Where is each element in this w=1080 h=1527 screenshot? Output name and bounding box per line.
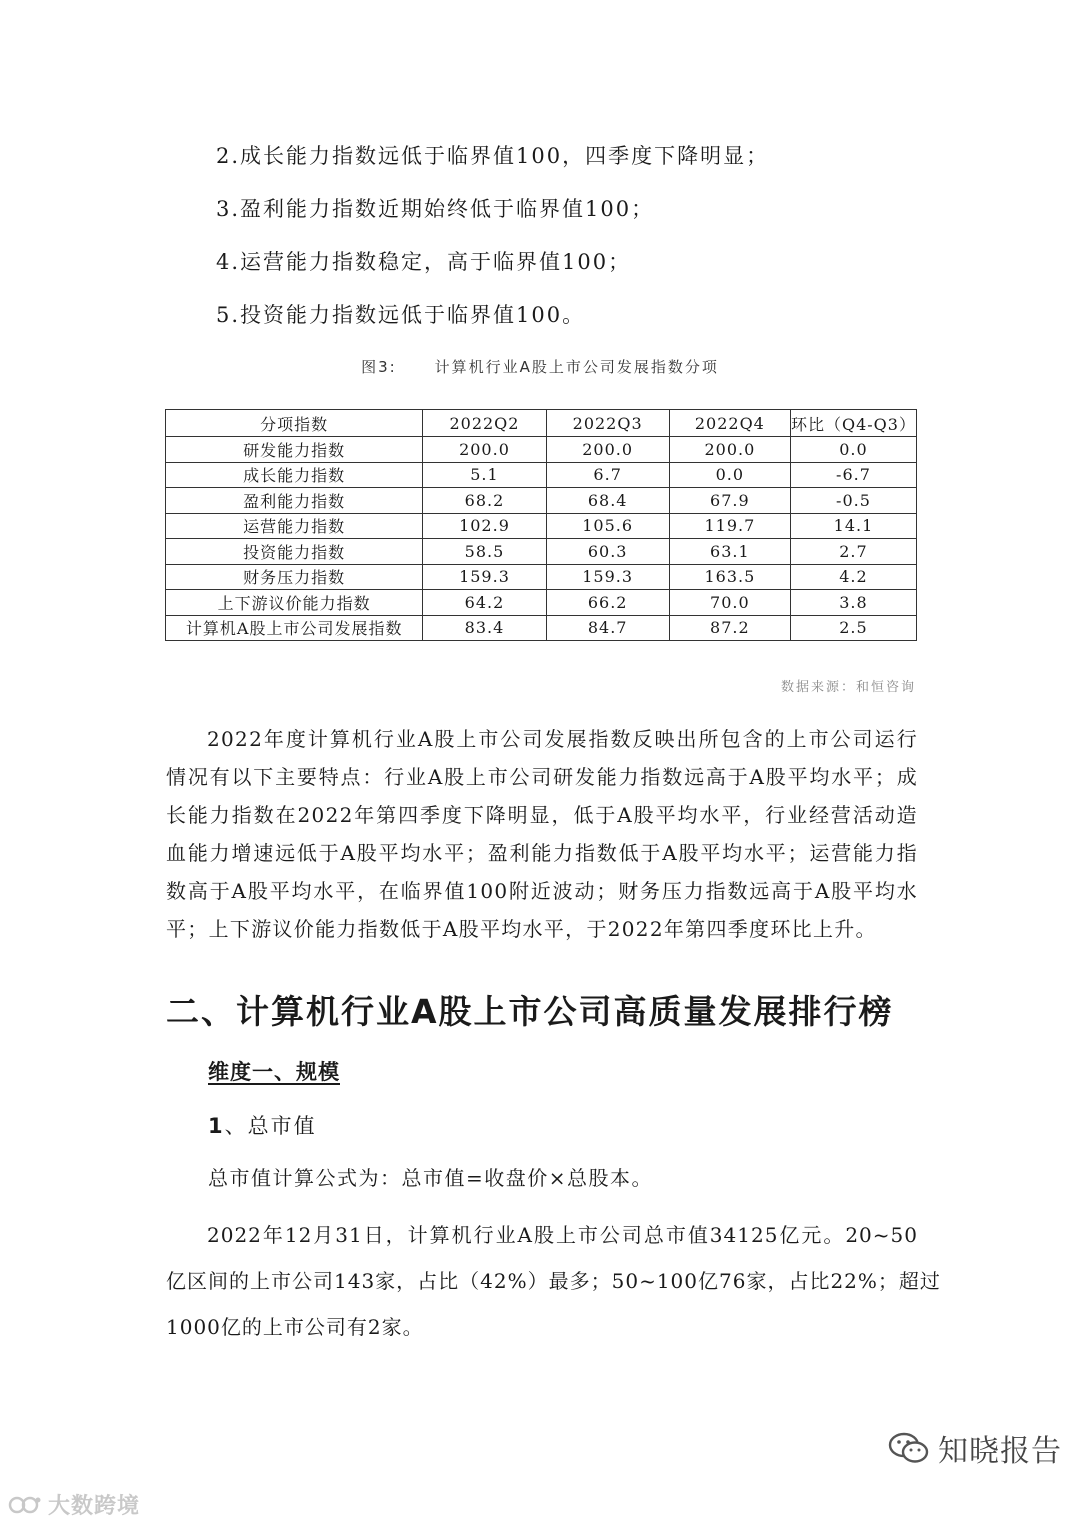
watermark-left-text: 大数跨境	[48, 1494, 141, 1519]
table-cell: 68.2	[423, 488, 546, 514]
table-cell: 83.4	[423, 615, 546, 641]
table-cell: 运营能力指数	[166, 513, 423, 539]
table-cell: 3.8	[790, 590, 916, 616]
brand-logo-icon	[8, 1494, 42, 1516]
table-cell: 14.1	[790, 513, 916, 539]
table-cell: 64.2	[423, 590, 546, 616]
paragraph-line: 平；上下游议价能力指数低于A股平均水平，于2022年第四季度环比上升。	[166, 917, 877, 941]
figure-title: 计算机行业A股上市公司发展指数分项	[434, 358, 719, 376]
paragraph-line: 数高于A股平均水平，在临界值100附近波动；财务压力指数远高于A股平均水	[166, 879, 918, 903]
figure-label: 图3:	[361, 358, 397, 376]
sub-heading-number: 1	[208, 1114, 225, 1138]
table-cell: 0.0	[790, 437, 916, 463]
wechat-icon	[888, 1431, 930, 1465]
market-cap-paragraph	[166, 1212, 941, 1350]
paragraph-line: 情况有以下主要特点：行业A股上市公司研发能力指数远高于A股平均水平；成	[166, 765, 918, 789]
table-cell: 102.9	[423, 513, 546, 539]
list-item: 5.投资能力指数远低于临界值100。	[216, 303, 586, 327]
table-row	[166, 488, 917, 514]
table-cell: 5.1	[423, 462, 546, 488]
table-cell: 63.1	[669, 539, 790, 565]
table-cell: 2.5	[790, 615, 916, 641]
table-cell: 0.0	[669, 462, 790, 488]
list-item: 3.盈利能力指数近期始终低于临界值100；	[216, 197, 655, 221]
table-cell: 105.6	[546, 513, 669, 539]
header-cell: 分项指数	[166, 410, 423, 437]
table-cell: -0.5	[790, 488, 916, 514]
table-header-row	[166, 410, 917, 437]
paragraph-line: 亿区间的上市公司143家，占比（42%）最多；50~100亿76家，占比22%；超过	[166, 1269, 941, 1293]
dimension-heading: 维度一、规模	[208, 1060, 340, 1084]
table-row	[166, 564, 917, 590]
paragraph-line: 血能力增速远低于A股平均水平；盈利能力指数低于A股平均水平；运营能力指	[166, 841, 918, 865]
watermark-right	[888, 1426, 1062, 1470]
table-cell: 67.9	[669, 488, 790, 514]
header-cell: 2022Q3	[546, 410, 669, 437]
summary-paragraph	[166, 720, 918, 948]
list-item: 2.成长能力指数远低于临界值100，四季度下降明显；	[216, 144, 770, 168]
table-row	[166, 437, 917, 463]
data-source-note: 数据来源：和恒咨询	[780, 680, 916, 695]
table-cell: 159.3	[546, 564, 669, 590]
header-cell: 2022Q4	[669, 410, 790, 437]
table-cell: -6.7	[790, 462, 916, 488]
table-cell: 60.3	[546, 539, 669, 565]
table-cell: 159.3	[423, 564, 546, 590]
figure-caption	[0, 356, 1080, 377]
index-table	[165, 409, 917, 641]
watermark-left	[8, 1489, 140, 1520]
table-cell: 119.7	[669, 513, 790, 539]
paragraph-line: 2022年度计算机行业A股上市公司发展指数反映出所包含的上市公司运行	[207, 727, 918, 751]
table-cell: 盈利能力指数	[166, 488, 423, 514]
table-cell: 70.0	[669, 590, 790, 616]
table-row	[166, 513, 917, 539]
paragraph-line: 2022年12月31日，计算机行业A股上市公司总市值34125亿元。20~50	[207, 1223, 918, 1247]
table-row	[166, 590, 917, 616]
table-cell: 成长能力指数	[166, 462, 423, 488]
watermark-right-text: 知晓报告	[938, 1434, 1062, 1469]
table-cell: 58.5	[423, 539, 546, 565]
table-cell: 研发能力指数	[166, 437, 423, 463]
table-cell: 66.2	[546, 590, 669, 616]
table-cell: 6.7	[546, 462, 669, 488]
table-cell: 200.0	[546, 437, 669, 463]
table-cell: 上下游议价能力指数	[166, 590, 423, 616]
table-cell: 68.4	[546, 488, 669, 514]
table-cell: 2.7	[790, 539, 916, 565]
table-cell: 200.0	[423, 437, 546, 463]
table-cell: 计算机A股上市公司发展指数	[166, 615, 423, 641]
header-cell: 2022Q2	[423, 410, 546, 437]
table-cell: 4.2	[790, 564, 916, 590]
paragraph-line: 1000亿的上市公司有2家。	[166, 1315, 424, 1339]
table-cell: 投资能力指数	[166, 539, 423, 565]
table-cell: 87.2	[669, 615, 790, 641]
table-row	[166, 462, 917, 488]
table-cell: 163.5	[669, 564, 790, 590]
table-cell: 84.7	[546, 615, 669, 641]
table-cell: 200.0	[669, 437, 790, 463]
list-item: 4.运营能力指数稳定，高于临界值100；	[216, 250, 632, 274]
table-cell: 财务压力指数	[166, 564, 423, 590]
header-cell: 环比（Q4-Q3）	[790, 410, 916, 437]
formula-text: 总市值计算公式为：总市值=收盘价×总股本。	[208, 1166, 654, 1190]
table-row	[166, 615, 917, 641]
table-row	[166, 539, 917, 565]
sub-heading	[208, 1110, 317, 1140]
paragraph-line: 长能力指数在2022年第四季度下降明显，低于A股平均水平，行业经营活动造	[166, 803, 918, 827]
sub-heading-text: 、总市值	[224, 1114, 317, 1138]
section-heading: 二、计算机行业A股上市公司高质量发展排行榜	[166, 992, 894, 1031]
